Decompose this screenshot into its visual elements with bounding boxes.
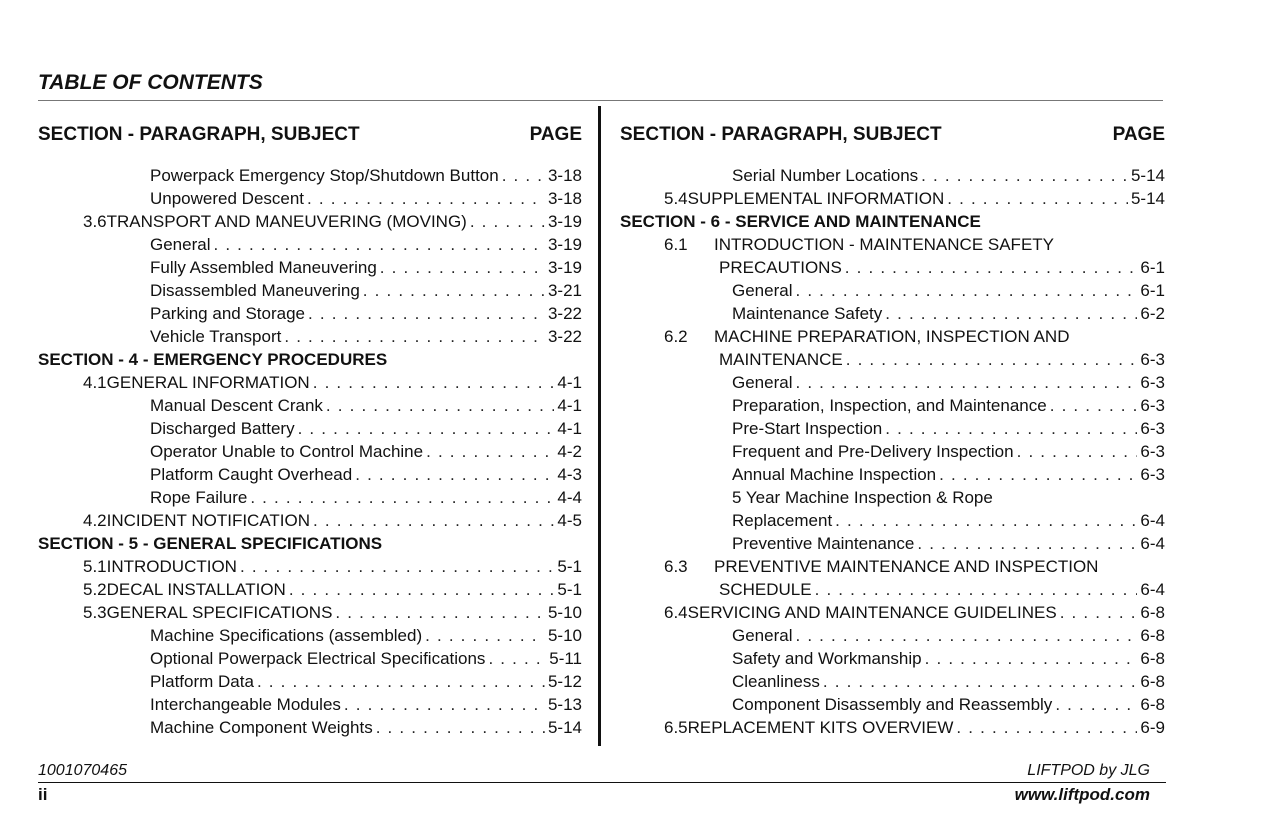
toc-entry-page: 5-12 — [547, 672, 582, 691]
toc-entry — [38, 486, 582, 509]
toc-entry-page: 5-11 — [549, 649, 582, 668]
toc-entry-label: Pre-Start Inspection — [732, 419, 883, 438]
column-heading-page: PAGE — [529, 124, 582, 145]
toc-entry-number: 5.3 — [83, 603, 107, 622]
dot-leader — [925, 647, 1138, 670]
toc-entry — [620, 164, 1165, 187]
toc-entry — [38, 555, 582, 578]
toc-entry — [620, 716, 1165, 739]
toc-entry — [620, 348, 1165, 371]
toc-entry-label: INTRODUCTION - MAINTENANCE SAFETY — [714, 235, 1055, 254]
toc-entry-page: 3-22 — [547, 327, 582, 346]
toc-entry-label: Vehicle Transport — [150, 327, 282, 346]
header-divider — [38, 100, 1163, 101]
toc-entry — [620, 394, 1165, 417]
toc-entry — [38, 394, 582, 417]
dot-leader — [425, 624, 545, 647]
page-title: TABLE OF CONTENTS — [38, 71, 263, 94]
toc-entry-page: 6-8 — [1140, 695, 1165, 714]
toc-entry-page: 5-14 — [1130, 189, 1165, 208]
page-number: ii — [38, 785, 48, 804]
toc-entry-number: 6.1 — [664, 235, 688, 254]
dot-leader — [250, 486, 554, 509]
dot-leader — [939, 463, 1137, 486]
toc-entry — [620, 440, 1165, 463]
toc-entry-page: 5-1 — [557, 557, 582, 576]
toc-entry-label: General — [150, 235, 211, 254]
toc-entry — [620, 693, 1165, 716]
toc-entry — [38, 509, 582, 532]
toc-entry-label: General — [732, 626, 793, 645]
toc-entry-page: 3-18 — [547, 189, 582, 208]
dot-leader — [795, 624, 1137, 647]
toc-entry-label: Machine Component Weights — [150, 718, 373, 737]
toc-entry — [38, 670, 582, 693]
dot-leader — [426, 440, 554, 463]
toc-entry-label: Interchangeable Modules — [150, 695, 341, 714]
toc-entry-label: Disassembled Maneuvering — [150, 281, 360, 300]
dot-leader — [956, 716, 1137, 739]
dot-leader — [355, 463, 554, 486]
toc-entry — [620, 624, 1165, 647]
toc-entry-label: Parking and Storage — [150, 304, 305, 323]
toc-left-column — [38, 122, 582, 739]
toc-entry-label: SUPPLEMENTAL INFORMATION — [687, 189, 945, 208]
toc-entry-page: 5-14 — [1130, 166, 1165, 185]
toc-entry — [38, 693, 582, 716]
toc-entry — [38, 417, 582, 440]
toc-entry-page: 4-1 — [557, 396, 582, 415]
toc-section-heading — [620, 210, 1165, 233]
toc-entry — [38, 440, 582, 463]
toc-entry-label: Manual Descent Crank — [150, 396, 323, 415]
toc-entry-page: 5-10 — [547, 603, 582, 622]
document-number: 1001070465 — [38, 762, 127, 779]
dot-leader — [1055, 693, 1137, 716]
dot-leader — [885, 417, 1137, 440]
toc-entry — [620, 486, 1165, 509]
toc-entry-label: TRANSPORT AND MANEUVERING (MOVING) — [106, 212, 467, 231]
toc-entry-page: 6-3 — [1140, 465, 1165, 484]
toc-entry-label: Serial Number Locations — [732, 166, 919, 185]
toc-entry-number: 6.5 — [664, 718, 688, 737]
toc-entry-page: 4-4 — [557, 488, 582, 507]
toc-entry-number: 6.2 — [664, 327, 688, 346]
toc-entry-page: 4-2 — [557, 442, 582, 461]
toc-entry-page: 3-22 — [547, 304, 582, 323]
toc-entry-page: 6-8 — [1140, 649, 1165, 668]
toc-entry-page: 6-8 — [1140, 626, 1165, 645]
toc-entry-page: 5-13 — [547, 695, 582, 714]
footer-brand: LIFTPOD by JLG — [1027, 762, 1150, 779]
toc-entry — [38, 624, 582, 647]
toc-entry-label: INTRODUCTION — [106, 557, 237, 576]
toc-entry — [38, 256, 582, 279]
toc-entry-label: DECAL INSTALLATION — [106, 580, 286, 599]
toc-entry-label: General — [732, 373, 793, 392]
dot-leader — [257, 670, 545, 693]
toc-entry-page: 3-19 — [547, 258, 582, 277]
column-heading-page: PAGE — [1112, 124, 1165, 145]
column-header — [38, 122, 582, 148]
toc-entry-page: 6-8 — [1140, 603, 1165, 622]
dot-leader — [885, 302, 1137, 325]
toc-entry-label: SCHEDULE — [719, 580, 812, 599]
toc-entry-label: Operator Unable to Control Machine — [150, 442, 424, 461]
toc-entry-label: Preparation, Inspection, and Maintenance — [732, 396, 1047, 415]
dot-leader — [488, 647, 546, 670]
toc-entry-page: 6-8 — [1140, 672, 1165, 691]
toc-entry-label: Optional Powerpack Electrical Specifications — [150, 649, 486, 668]
toc-entry — [38, 164, 582, 187]
dot-leader — [326, 394, 555, 417]
dot-leader — [815, 578, 1138, 601]
toc-entry-page: 4-5 — [557, 511, 582, 530]
toc-entry — [38, 463, 582, 486]
dot-leader — [470, 210, 545, 233]
dot-leader — [846, 348, 1138, 371]
column-header — [620, 122, 1165, 148]
toc-entry — [620, 279, 1165, 302]
dot-leader — [1050, 394, 1138, 417]
toc-entry-page: 5-10 — [547, 626, 582, 645]
toc-entry-page: 6-3 — [1140, 396, 1165, 415]
toc-entry-label: REPLACEMENT KITS OVERVIEW — [687, 718, 954, 737]
toc-entry-label: MACHINE PREPARATION, INSPECTION AND — [714, 327, 1070, 346]
toc-entry — [620, 647, 1165, 670]
toc-entry — [38, 716, 582, 739]
toc-entry-page: 4-3 — [557, 465, 582, 484]
dot-leader — [835, 509, 1137, 532]
toc-entry-page: 4-1 — [557, 373, 582, 392]
toc-entry-page: 5-14 — [547, 718, 582, 737]
dot-leader — [363, 279, 545, 302]
toc-entry-label: Discharged Battery — [150, 419, 295, 438]
toc-entry-number: 5.4 — [664, 189, 688, 208]
toc-entry-label: SECTION - 6 - SERVICE AND MAINTENANCE — [620, 212, 981, 231]
dot-leader — [240, 555, 554, 578]
dot-leader — [947, 187, 1128, 210]
toc-entry-label: SECTION - 4 - EMERGENCY PROCEDURES — [38, 350, 388, 369]
toc-entry-label: Platform Data — [150, 672, 254, 691]
toc-entry-page: 6-4 — [1140, 580, 1165, 599]
dot-leader — [795, 371, 1137, 394]
toc-entry-number: 5.2 — [83, 580, 107, 599]
toc-entry-page: 3-18 — [547, 166, 582, 185]
toc-entry — [38, 279, 582, 302]
toc-entry-label: Replacement — [732, 511, 833, 530]
toc-entry-number: 4.1 — [83, 373, 107, 392]
toc-entry — [620, 509, 1165, 532]
toc-entry — [620, 302, 1165, 325]
toc-entry — [620, 463, 1165, 486]
toc-entry-label: Preventive Maintenance — [732, 534, 915, 553]
dot-leader — [313, 509, 554, 532]
toc-entry — [620, 371, 1165, 394]
toc-entry-label: Maintenance Safety — [732, 304, 883, 323]
toc-entry-page: 6-4 — [1140, 511, 1165, 530]
toc-entry — [620, 670, 1165, 693]
toc-entry-label: Cleanliness — [732, 672, 820, 691]
dot-leader — [917, 532, 1137, 555]
toc-entry — [620, 555, 1165, 578]
toc-entry — [38, 302, 582, 325]
toc-entry-label: Component Disassembly and Reassembly — [732, 695, 1053, 714]
toc-entry-page: 4-1 — [557, 419, 582, 438]
dot-leader — [1060, 601, 1138, 624]
toc-right-column — [620, 122, 1165, 739]
toc-entry — [38, 601, 582, 624]
footer-url: www.liftpod.com — [1014, 785, 1150, 804]
toc-entry-page: 6-3 — [1140, 419, 1165, 438]
toc-entry-label: GENERAL INFORMATION — [106, 373, 310, 392]
dot-leader — [380, 256, 545, 279]
toc-entry-page: 6-1 — [1140, 281, 1165, 300]
toc-entry — [620, 601, 1165, 624]
toc-entry-number: 5.1 — [83, 557, 107, 576]
toc-entry — [620, 578, 1165, 601]
toc-entry-label: GENERAL SPECIFICATIONS — [106, 603, 333, 622]
toc-entry-page: 3-19 — [547, 235, 582, 254]
footer-divider — [38, 782, 1166, 783]
toc-entry-label: SERVICING AND MAINTENANCE GUIDELINES — [687, 603, 1057, 622]
toc-entry-label: Annual Machine Inspection — [732, 465, 937, 484]
toc-entry-page: 6-4 — [1140, 534, 1165, 553]
toc-entry-label: INCIDENT NOTIFICATION — [106, 511, 311, 530]
dot-leader — [1017, 440, 1138, 463]
toc-entry — [38, 187, 582, 210]
toc-entry-label: 5 Year Machine Inspection & Rope — [732, 488, 993, 507]
toc-entry — [38, 325, 582, 348]
toc-entry — [620, 256, 1165, 279]
toc-entry-label: Rope Failure — [150, 488, 248, 507]
toc-entry-label: MAINTENANCE — [719, 350, 843, 369]
dot-leader — [313, 371, 555, 394]
toc-entry-page: 3-19 — [547, 212, 582, 231]
dot-leader — [298, 417, 555, 440]
toc-entry-label: Powerpack Emergency Stop/Shutdown Button — [150, 166, 499, 185]
toc-entry — [38, 233, 582, 256]
toc-section-heading — [38, 532, 582, 555]
toc-entry — [38, 371, 582, 394]
toc-entry-label: SECTION - 5 - GENERAL SPECIFICATIONS — [38, 534, 383, 553]
toc-entry-page: 6-3 — [1140, 442, 1165, 461]
toc-entry-label: Safety and Workmanship — [732, 649, 922, 668]
toc-entry-page: 6-3 — [1140, 373, 1165, 392]
toc-entry-number: 3.6 — [83, 212, 107, 231]
dot-leader — [335, 601, 545, 624]
toc-entry-page: 3-21 — [547, 281, 582, 300]
dot-leader — [502, 164, 545, 187]
toc-entry-page: 6-1 — [1140, 258, 1165, 277]
toc-entry-label: PREVENTIVE MAINTENANCE AND INSPECTION — [714, 557, 1099, 576]
toc-entry-label: Fully Assembled Maneuvering — [150, 258, 377, 277]
toc-entry-page: 5-1 — [557, 580, 582, 599]
toc-list — [38, 164, 582, 739]
toc-entry-number: 6.4 — [664, 603, 688, 622]
toc-entry-label: Platform Caught Overhead — [150, 465, 353, 484]
toc-entry-label: Unpowered Descent — [150, 189, 305, 208]
dot-leader — [307, 187, 545, 210]
column-heading-subject: SECTION - PARAGRAPH, SUBJECT — [620, 124, 942, 145]
toc-section-heading — [38, 348, 582, 371]
dot-leader — [344, 693, 545, 716]
dot-leader — [289, 578, 555, 601]
dot-leader — [284, 325, 545, 348]
toc-entry — [620, 532, 1165, 555]
toc-entry-label: PRECAUTIONS — [719, 258, 842, 277]
toc-entry — [38, 647, 582, 670]
dot-leader — [795, 279, 1137, 302]
toc-entry — [620, 233, 1165, 256]
dot-leader — [845, 256, 1138, 279]
toc-entry — [620, 417, 1165, 440]
toc-entry-page: 6-9 — [1140, 718, 1165, 737]
toc-entry-number: 6.3 — [664, 557, 688, 576]
toc-entry — [38, 578, 582, 601]
toc-entry-page: 6-2 — [1140, 304, 1165, 323]
dot-leader — [823, 670, 1138, 693]
dot-leader — [308, 302, 545, 325]
toc-entry — [620, 187, 1165, 210]
toc-entry-label: General — [732, 281, 793, 300]
toc-entry — [38, 210, 582, 233]
toc-entry-number: 4.2 — [83, 511, 107, 530]
dot-leader — [213, 233, 544, 256]
dot-leader — [376, 716, 545, 739]
column-heading-subject: SECTION - PARAGRAPH, SUBJECT — [38, 124, 360, 145]
column-divider — [598, 106, 601, 746]
toc-entry-label: Machine Specifications (assembled) — [150, 626, 423, 645]
toc-entry — [620, 325, 1165, 348]
dot-leader — [921, 164, 1128, 187]
toc-list — [620, 164, 1165, 739]
toc-entry-label: Frequent and Pre-Delivery Inspection — [732, 442, 1014, 461]
toc-entry-page: 6-3 — [1140, 350, 1165, 369]
